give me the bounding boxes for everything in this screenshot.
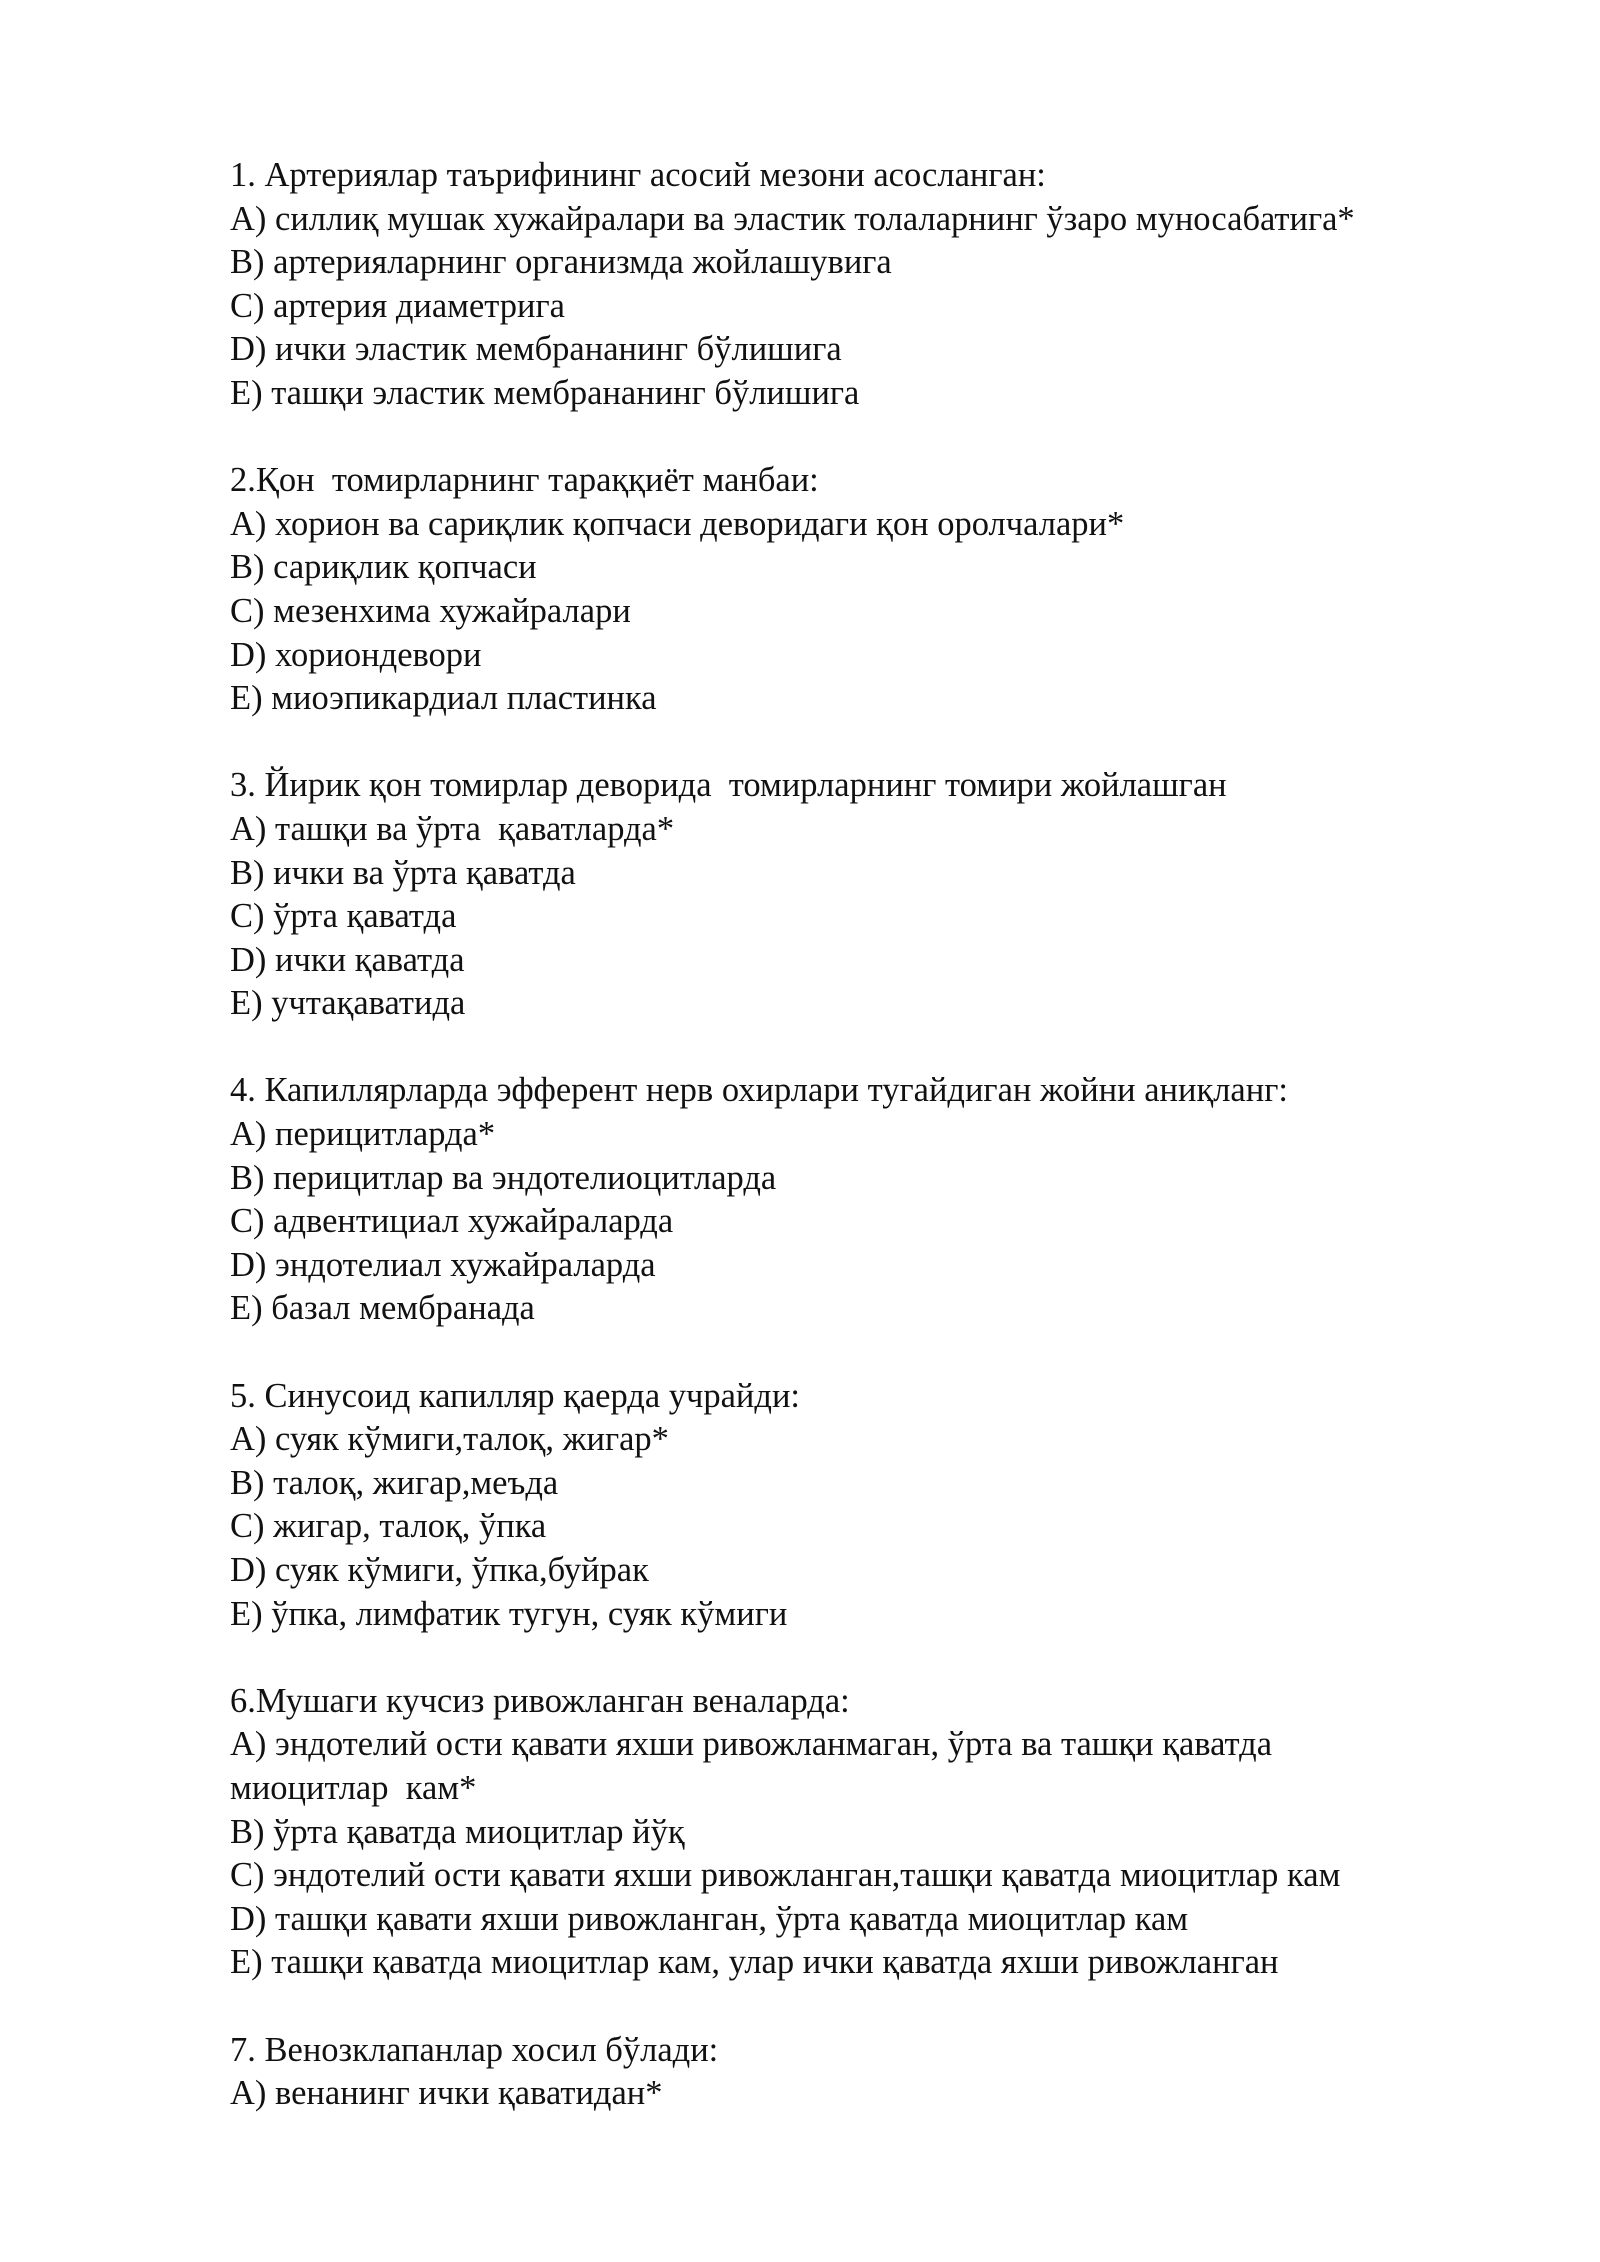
option-c: C) артерия диаметрига (230, 286, 565, 325)
option-b: B) талоқ, жигар,меъда (230, 1463, 559, 1502)
option-c: C) эндотелий ости қавати яхши ривожланган,ташқи қаватда миоцитлар кам (230, 1856, 1341, 1895)
question-2 (230, 459, 1560, 721)
option-a: A) венанинг ички қаватидан* (230, 2074, 663, 2113)
option-e: E) ўпка, лимфатик тугун, суяк кўмиги (230, 1594, 788, 1633)
option-e: E) учтақаватида (230, 984, 466, 1023)
option-b: B) перицитлар ва эндотелиоцитларда (230, 1158, 777, 1197)
option-b: B) ўрта қаватда миоцитлар йўқ (230, 1812, 685, 1851)
question-text: 7. Венозклапанлар хосил бўлади: (230, 2030, 719, 2069)
question-text: 1. Артериялар таърифининг асосий мезони асосланган: (230, 156, 1046, 194)
option-d: D) эндотелиал хужайраларда (230, 1245, 656, 1284)
option-e: E) ташқи эластик мембрананинг бўлишига (230, 373, 860, 412)
question-text: 6.Мушаги кучсиз ривожланган веналарда: (230, 1681, 850, 1720)
option-e: E) ташқи қаватда миоцитлар кам, улар ички қаватда яхши ривожланган (230, 1943, 1279, 1982)
question-text: 4. Капиллярларда эфферент нерв охирлари тугайдиган жойни аниқланг: (230, 1071, 1288, 1110)
option-c: C) мезенхима хужайралари (230, 591, 631, 630)
question-5 (230, 1375, 1560, 1637)
question-3 (230, 764, 1560, 1026)
option-b: B) сариқлик қопчаси (230, 548, 537, 587)
question-6 (230, 1680, 1560, 1985)
option-d: D) ташқи қавати яхши ривожланган, ўрта қаватда миоцитлар кам (230, 1899, 1189, 1938)
question-4 (230, 1069, 1560, 1331)
option-d: D) суяк кўмиги, ўпка,буйрак (230, 1551, 649, 1589)
option-a: A) суяк кўмиги,талоқ, жигар* (230, 1420, 669, 1459)
option-d: D) ички қаватда (230, 940, 465, 979)
question-text: 5. Синусоид капилляр қаерда учрайди: (230, 1376, 800, 1415)
test-questions (230, 154, 1560, 2159)
option-d: D) ички эластик мембрананинг бўлишига (230, 330, 842, 369)
option-c: C) жигар, талоқ, ўпка (230, 1507, 547, 1546)
question-1 (230, 154, 1560, 416)
option-c: C) ўрта қаватда (230, 897, 457, 936)
question-7 (230, 2029, 1560, 2116)
option-a: A) перицитларда* (230, 1115, 496, 1154)
option-b: B) артерияларнинг организмда жойлашувига (230, 243, 892, 282)
option-b: B) ички ва ўрта қаватда (230, 853, 576, 892)
option-e: E) базал мембранада (230, 1289, 535, 1328)
question-text: 2.Қон томирларнинг тараққиёт манбаи: (230, 461, 819, 500)
option-a: A) эндотелий ости қавати яхши ривожланмаган, ўрта ва ташқи қаватда миоцитлар кам* (230, 1725, 1273, 1807)
option-a: A) ташқи ва ўрта қаватларда* (230, 809, 675, 848)
option-e: E) миоэпикардиал пластинка (230, 679, 657, 718)
option-a: A) силлиқ мушак хужайралари ва эластик толаларнинг ўзаро муносабатига* (230, 199, 1355, 238)
option-a: A) хорион ва сариқлик қопчаси деворидаги қон оролчалари* (230, 504, 1125, 543)
option-d: D) хориондевори (230, 635, 482, 674)
question-text: 3. Йирик қон томирлар деворида томирларнинг томири жойлашган (230, 766, 1227, 805)
option-c: C) адвентициал хужайраларда (230, 1202, 674, 1241)
